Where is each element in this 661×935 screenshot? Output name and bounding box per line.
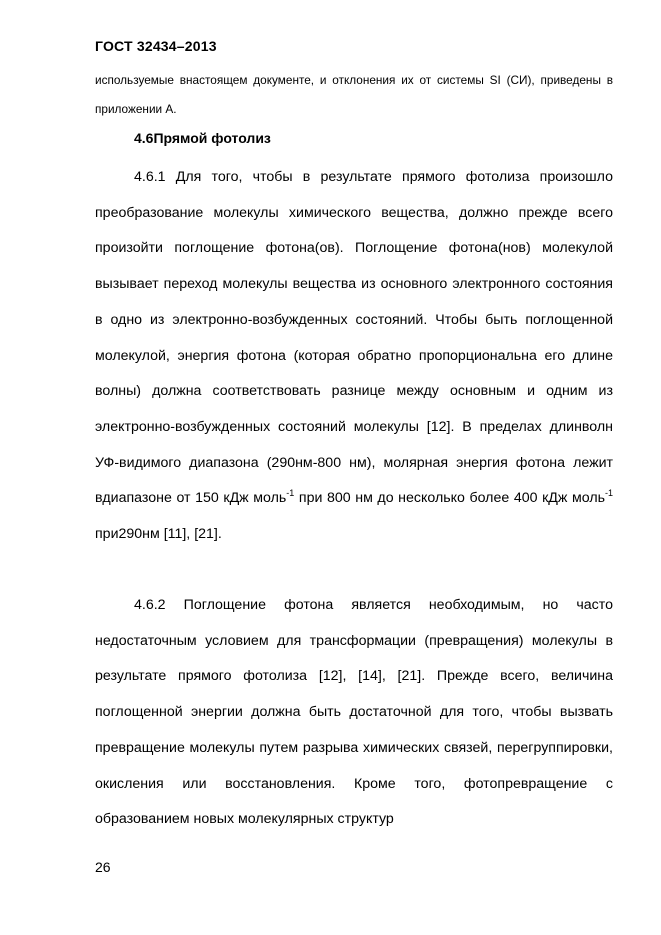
document-header: ГОСТ 32434–2013	[95, 38, 217, 54]
paragraph-4-6-1-part-c: при290нм [11], [21].	[95, 526, 222, 543]
paragraph-4-6-2: 4.6.2 Поглощение фотона является необходимым, но часто недостаточным условием для трансформации (превращения) молекулы в результате прямого фотолиза [12], [14], [21]. Прежде всего, величина поглощенной энергии должна быть достаточной для того, чтобы вызвать превращение молекулы путем разрыва химических связей, перегруппировки, окисления или восстановления. Кроме того, фотопревращение с образованием новых молекулярных структур	[95, 597, 613, 828]
intro-text: используемые внастоящем документе, и отклонения их от системы SI (СИ), приведены в приложении А.	[95, 73, 613, 116]
paragraph-4-6-1-part-b: при 800 нм до несколько более 400 кДж моль	[294, 490, 605, 507]
paragraph-4-6-1-part-a: 4.6.1 Для того, чтобы в результате прямого фотолиза произошло преобразование молекулы химического вещества, должно прежде всего произойти поглощение фотона(ов). Поглощение фотона(нов) молекулой вызывает переход молекулы вещества из основного электронного состояния в одно из электронно-возбужденных состояний. Чтобы быть поглощенной молекулой, энергия фотона (которая обратно пропорциональна его длине волны) должна соответствовать разнице между основным и одним из электронно-возбужденных состояний молекулы [12]. В пределах длинволн УФ-видимого диапазона (290нм-800 нм), молярная энергия фотона лежит вдиапазоне от 150 кДж моль	[95, 169, 613, 507]
section-title: 4.6Прямой фотолиз	[134, 130, 271, 146]
paragraph-4-6-1	[95, 160, 613, 553]
superscript-minus-one: -1	[605, 488, 614, 499]
page-number: 26	[95, 859, 111, 875]
superscript-minus-one: -1	[286, 488, 295, 499]
